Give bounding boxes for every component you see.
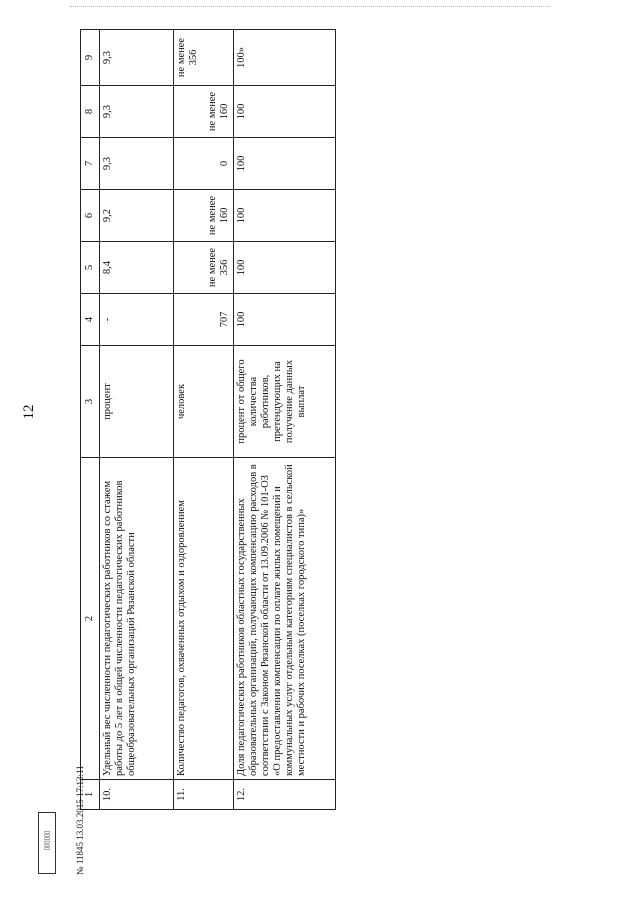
- row-unit: человек: [174, 346, 234, 458]
- cell-value: -: [100, 294, 174, 346]
- header-cell: 1: [81, 780, 100, 810]
- cell-value: 707: [174, 294, 234, 346]
- document-footer: [52, 720, 85, 875]
- top-dotted-line: [70, 6, 550, 13]
- row-description: Количество педагогов, охваченных отдыхом и оздоровлением: [174, 458, 234, 780]
- cell-value: 8,4: [100, 242, 174, 294]
- cell-value: не менее 356: [174, 242, 234, 294]
- header-cell: 8: [81, 86, 100, 138]
- cell-value: не менее 356: [174, 30, 234, 86]
- header-cell: 5: [81, 242, 100, 294]
- indicators-table: [80, 29, 336, 810]
- header-cell: 3: [81, 346, 100, 458]
- row-number: 12.: [234, 780, 336, 810]
- table-row: [234, 30, 336, 810]
- cell-value: 100: [234, 138, 336, 190]
- header-cell: 6: [81, 190, 100, 242]
- table-row: [100, 30, 174, 810]
- cell-value: 100»: [234, 30, 336, 86]
- table-row: [174, 30, 234, 810]
- barcode-stamp-icon: ▯▯▯▯▯▯: [38, 812, 56, 874]
- row-description: Удельный вес численности педагогических работников со стажем работы до 5 лет в общей численности педагогических работников общеобразовательных организаций Рязанской области: [100, 458, 174, 780]
- row-unit: процент: [100, 346, 174, 458]
- cell-value: 100: [234, 242, 336, 294]
- cell-value: 9,2: [100, 190, 174, 242]
- registration-stamp-text: № 11845 13.03.2015 17:13:11: [75, 765, 85, 875]
- header-row: [81, 30, 100, 810]
- page-number: 12: [21, 404, 37, 420]
- header-cell: 7: [81, 138, 100, 190]
- row-number: 11.: [174, 780, 234, 810]
- rotated-table-wrapper: [80, 30, 336, 810]
- cell-value: 9,3: [100, 30, 174, 86]
- cell-value: не менее 160: [174, 190, 234, 242]
- row-unit: процент от общего количества работников, претендующих на получение данных выплат: [234, 346, 336, 458]
- header-cell: 2: [81, 458, 100, 780]
- cell-value: не менее 160: [174, 86, 234, 138]
- cell-value: 100: [234, 86, 336, 138]
- header-cell: 9: [81, 30, 100, 86]
- row-number: 10.: [100, 780, 174, 810]
- header-cell: 4: [81, 294, 100, 346]
- cell-value: 0: [174, 138, 234, 190]
- cell-value: 9,3: [100, 138, 174, 190]
- row-description: Доля педагогических работников областных государственных образовательных организаций, получающих компенсацию расходов в соответствии с Законом Рязанской области от 13.09.2006 № 101-ОЗ «О предоставлении компенсации по оплате жилых помещений и коммунальных услуг отдельным категориям специалистов в сельской местности и рабочих поселках (поселках городского типа)»: [234, 458, 336, 780]
- cell-value: 100: [234, 294, 336, 346]
- cell-value: 9,3: [100, 86, 174, 138]
- cell-value: 100: [234, 190, 336, 242]
